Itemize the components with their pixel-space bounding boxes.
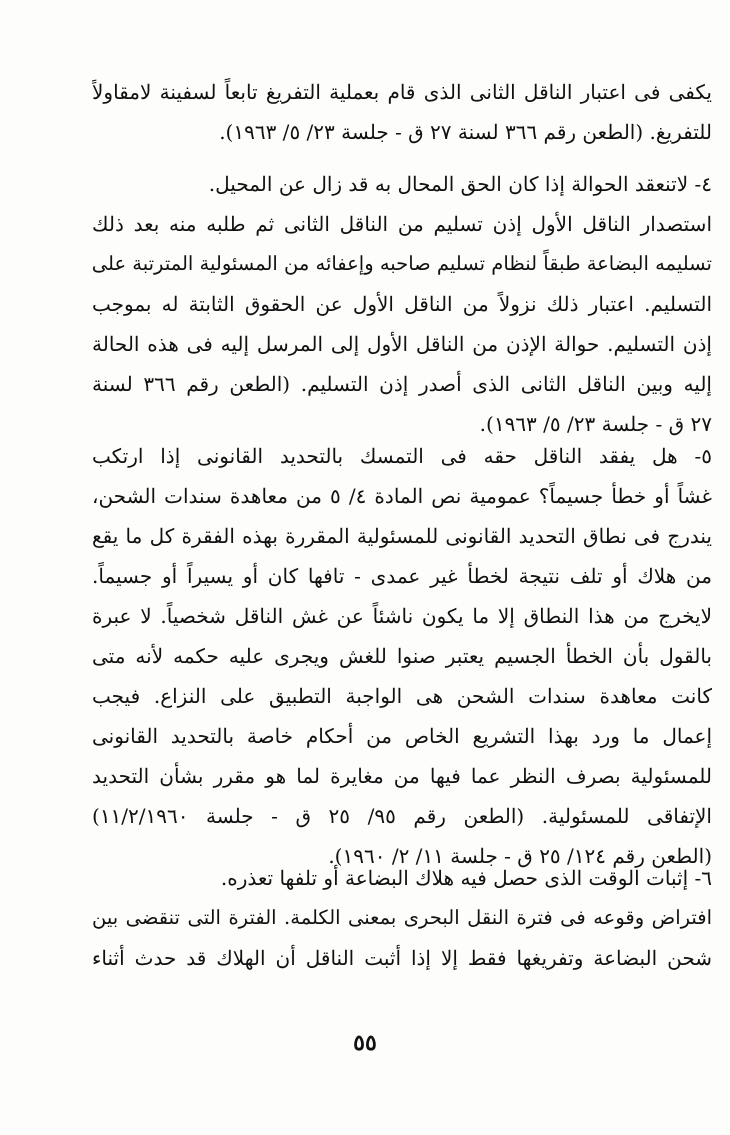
paragraph-3: [92, 436, 712, 876]
text-line: يكفى فى اعتبار الناقل الثانى الذى قام بعملية التفريغ تابعاً لسفينة لامقاولاً: [92, 80, 712, 104]
text-line: للتفريغ. (الطعن رقم ٣٦٦ لسنة ٢٧ ق - جلسة ٢٣/ ٥/ ١٩٦٣).: [219, 120, 712, 144]
text-line: يندرج فى نطاق التحديد القانونى للمسئولية المقررة بهذه الفقرة كل ما يقع: [92, 524, 712, 548]
paragraph-1: [92, 72, 712, 152]
page-number: ٥٥: [353, 1030, 377, 1056]
text-line: إعمال ما ورد بهذا التشريع الخاص من أحكام خاصة بالتحديد القانونى: [92, 724, 712, 748]
text-line: إليه وبين الناقل الثانى الذى أصدر إذن التسليم. (الطعن رقم ٣٦٦ لسنة: [92, 372, 712, 396]
text-line: (الطعن رقم ١٢٤/ ٢٥ ق - جلسة ١١/ ٢/ ١٩٦٠).: [328, 844, 712, 868]
text-line: ٥- هل يفقد الناقل حقه فى التمسك بالتحديد القانونى إذا ارتكب: [92, 444, 712, 468]
paragraph-4: [92, 858, 712, 978]
text-line: ٢٧ ق - جلسة ٢٣/ ٥/ ١٩٦٣).: [479, 412, 712, 436]
text-line: ٦- إثبات الوقت الذى حصل فيه هلاك البضاعة أو تلفها تعذره.: [220, 866, 712, 890]
text-line: إذن التسليم. حوالة الإذن من الناقل الأول إلى المرسل إليه فى هذه الحالة: [92, 332, 712, 356]
text-line: شحن البضاعة وتفريغها فقط إلا إذا أثبت الناقل أن الهلاك قد حدث أثناء: [92, 946, 712, 970]
text-line: تسليمه البضاعة طبقاً لنظام تسليم صاحبه وإعفائه من المسئولية المترتبة على: [92, 252, 712, 275]
text-line: ٤- لاتنعقد الحوالة إذا كان الحق المحال به قد زال عن المحيل.: [208, 172, 712, 196]
text-line: التسليم. اعتبار ذلك نزولاً من الناقل الأول عن الحقوق الثابتة له بموجب: [92, 292, 712, 316]
text-line: كانت معاهدة سندات الشحن هى الواجبة التطبيق على النزاع. فيجب: [92, 684, 712, 708]
text-line: الإتفاقى للمسئولية. (الطعن رقم ٩٥/ ٢٥ ق - جلسة ١١/٢/١٩٦٠): [92, 804, 712, 828]
text-line: لايخرج من هذا النطاق إلا ما يكون ناشئاً عن غش الناقل شخصياً. لا عبرة: [92, 604, 712, 628]
text-line: بالقول بأن الخطأ الجسيم يعتبر صنوا للغش ويجرى عليه حكمه لأنه متى: [92, 644, 712, 668]
text-line: من هلاك أو تلف نتيجة لخطأ غير عمدى - تافها كان أو يسيراً أو جسيماً.: [92, 564, 712, 588]
text-line: استصدار الناقل الأول إذن تسليم من الناقل الثانى ثم طلبه منه بعد ذلك: [92, 212, 712, 236]
text-line: للمسئولية بصرف النظر عما فيها من مغايرة لما هو مقرر بشأن التحديد: [92, 764, 712, 788]
text-line: افتراض وقوعه فى فترة النقل البحرى بمعنى الكلمة. الفترة التى تنقضى بين: [92, 906, 712, 929]
text-line: غشاً أو خطأ جسيماً؟ عمومية نص المادة ٤/ ٥ من معاهدة سندات الشحن،: [92, 484, 712, 508]
paragraph-2: [92, 164, 712, 444]
